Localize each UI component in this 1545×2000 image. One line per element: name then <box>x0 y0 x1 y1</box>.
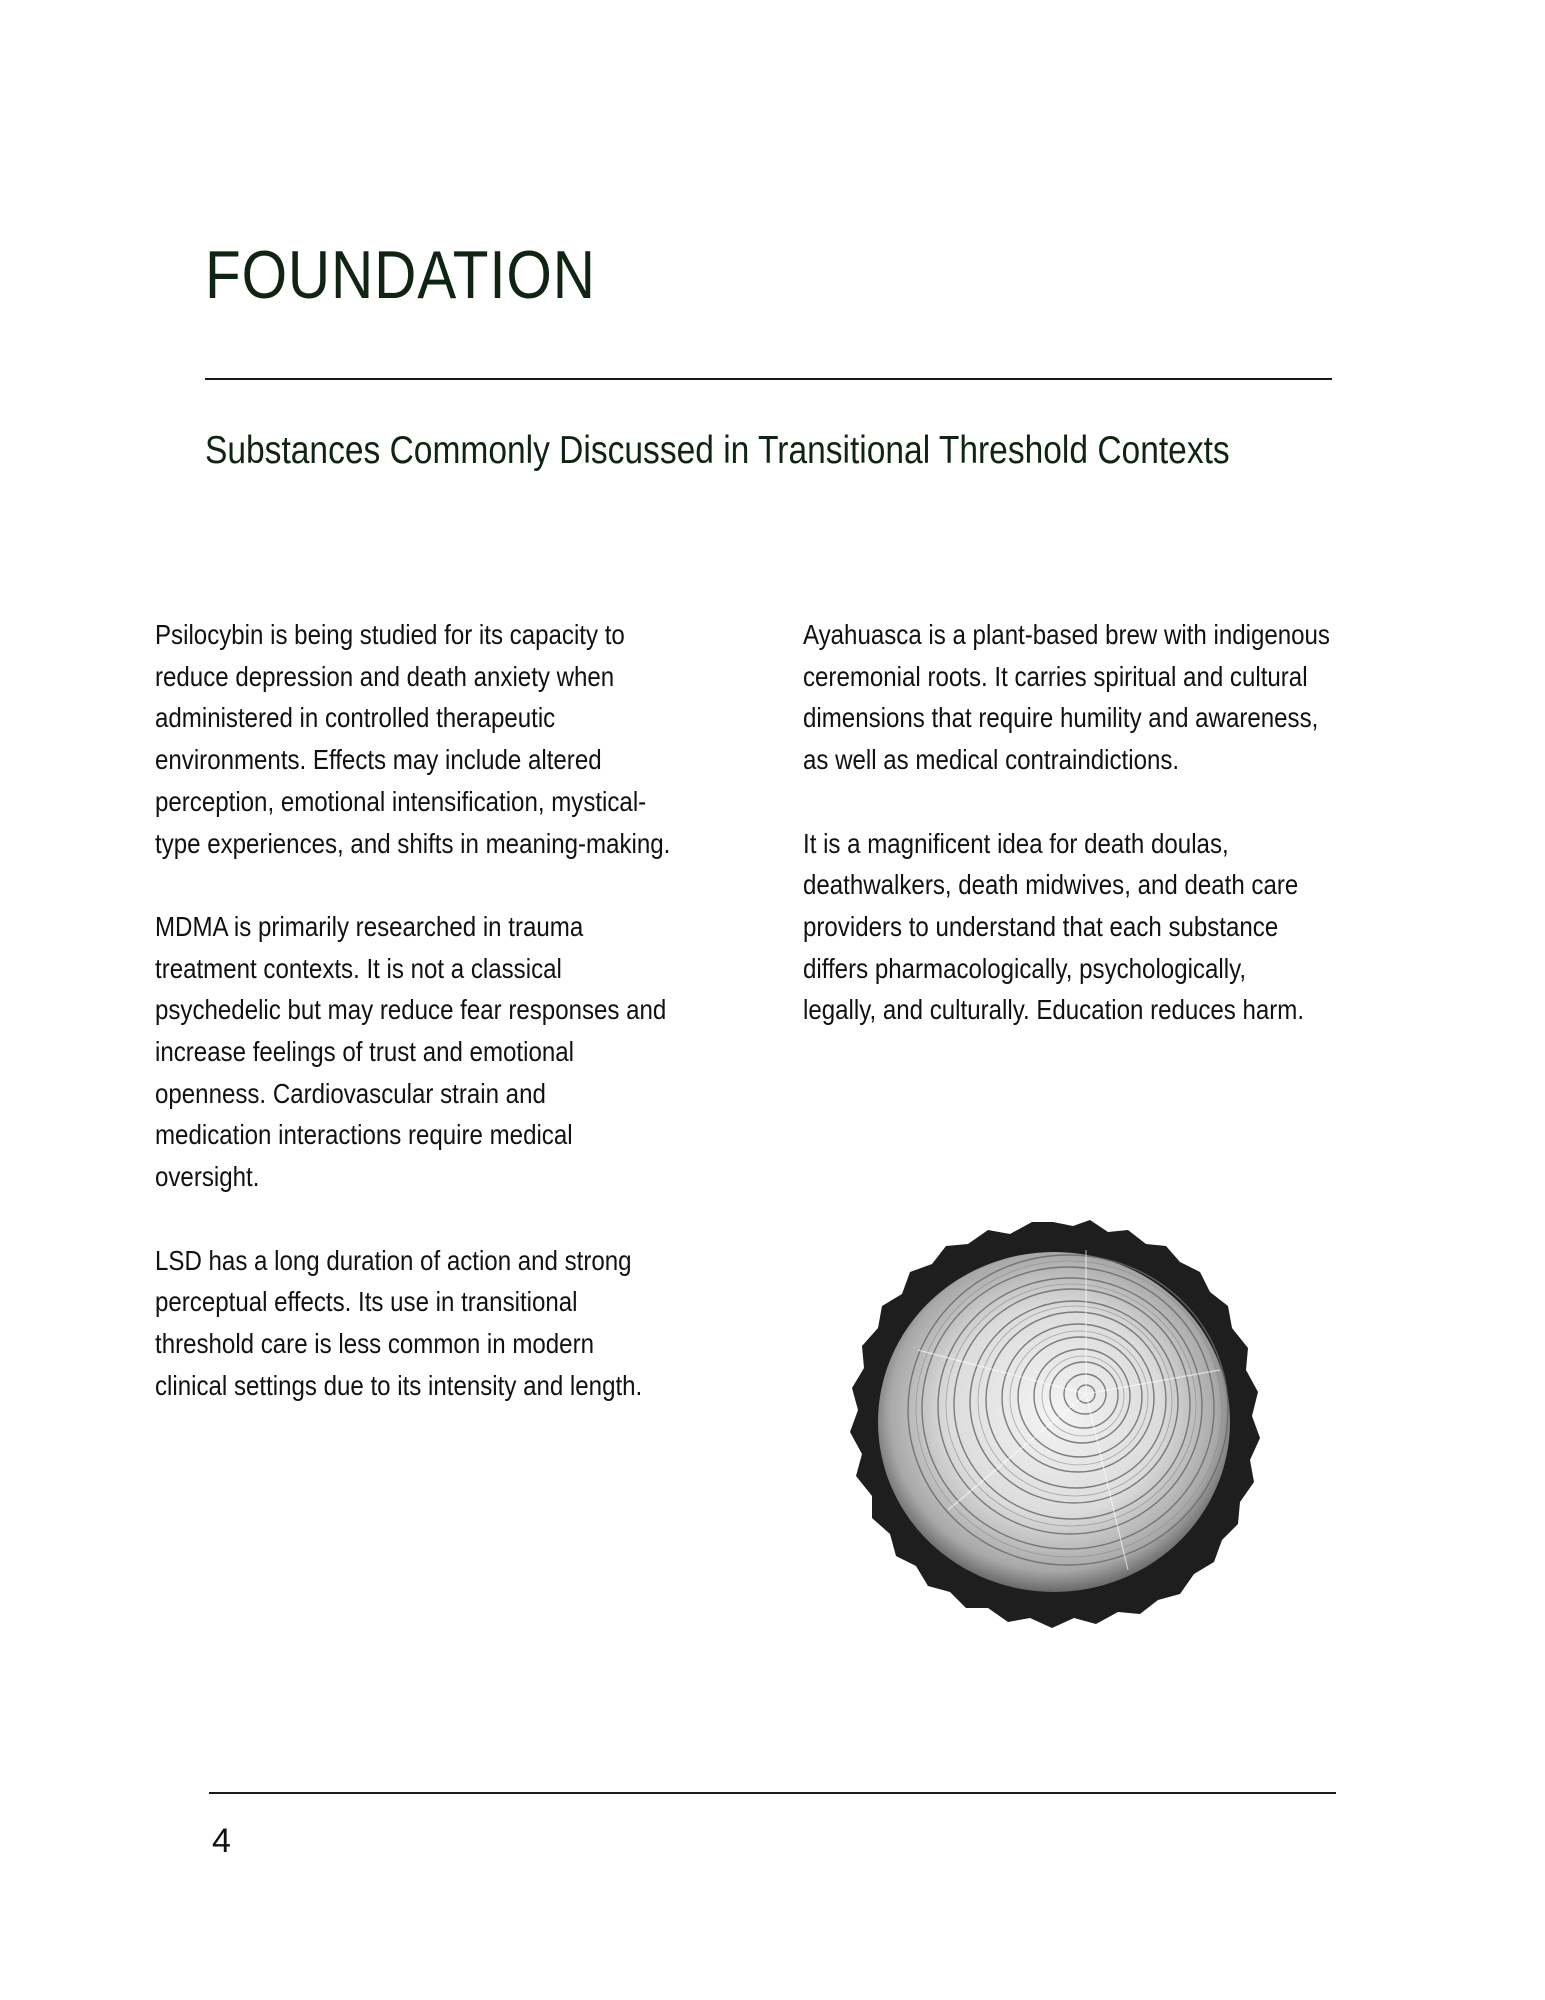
paragraph-mdma: MDMA is primarily researched in trauma treatment contexts. It is not a classical psychedelic but may reduce fear responses and increase feelings of trust and emotional openness. Cardiovascular strain and medication interactions require medical oversight. <box>155 910 667 1193</box>
left-column <box>155 614 815 1448</box>
page-title: FOUNDATION <box>205 237 596 313</box>
page-subtitle: Substances Commonly Discussed in Transitional Threshold Contexts <box>205 429 1230 472</box>
paragraph-death-care: It is a magnificent idea for death doulas, deathwalkers, death midwives, and death care providers to understand that each substance differs pharmacologically, psychologically, legally, and culturally. Education reduces harm. <box>803 827 1305 1026</box>
paragraph-ayahuasca: Ayahuasca is a plant-based brew with indigenous ceremonial roots. It carries spiritual and cultural dimensions that require humility and awareness, as well as medical contraindictions. <box>803 619 1330 776</box>
paragraph-lsd: LSD has a long duration of action and strong perceptual effects. Its use in transitional threshold care is less common in modern clinical settings due to its intensity and length. <box>155 1244 643 1401</box>
page-number: 4 <box>212 1822 231 1860</box>
bottom-divider <box>209 1792 1336 1794</box>
tree-ring-icon <box>828 1210 1278 1640</box>
right-column <box>803 614 1493 1073</box>
top-divider <box>205 378 1332 380</box>
paragraph-psilocybin: Psilocybin is being studied for its capacity to reduce depression and death anxiety when administered in controlled therapeutic environments. Effects may include altered perception, emotional intensification, mystical- type experiences, and shifts in meaning-making. <box>155 619 671 859</box>
